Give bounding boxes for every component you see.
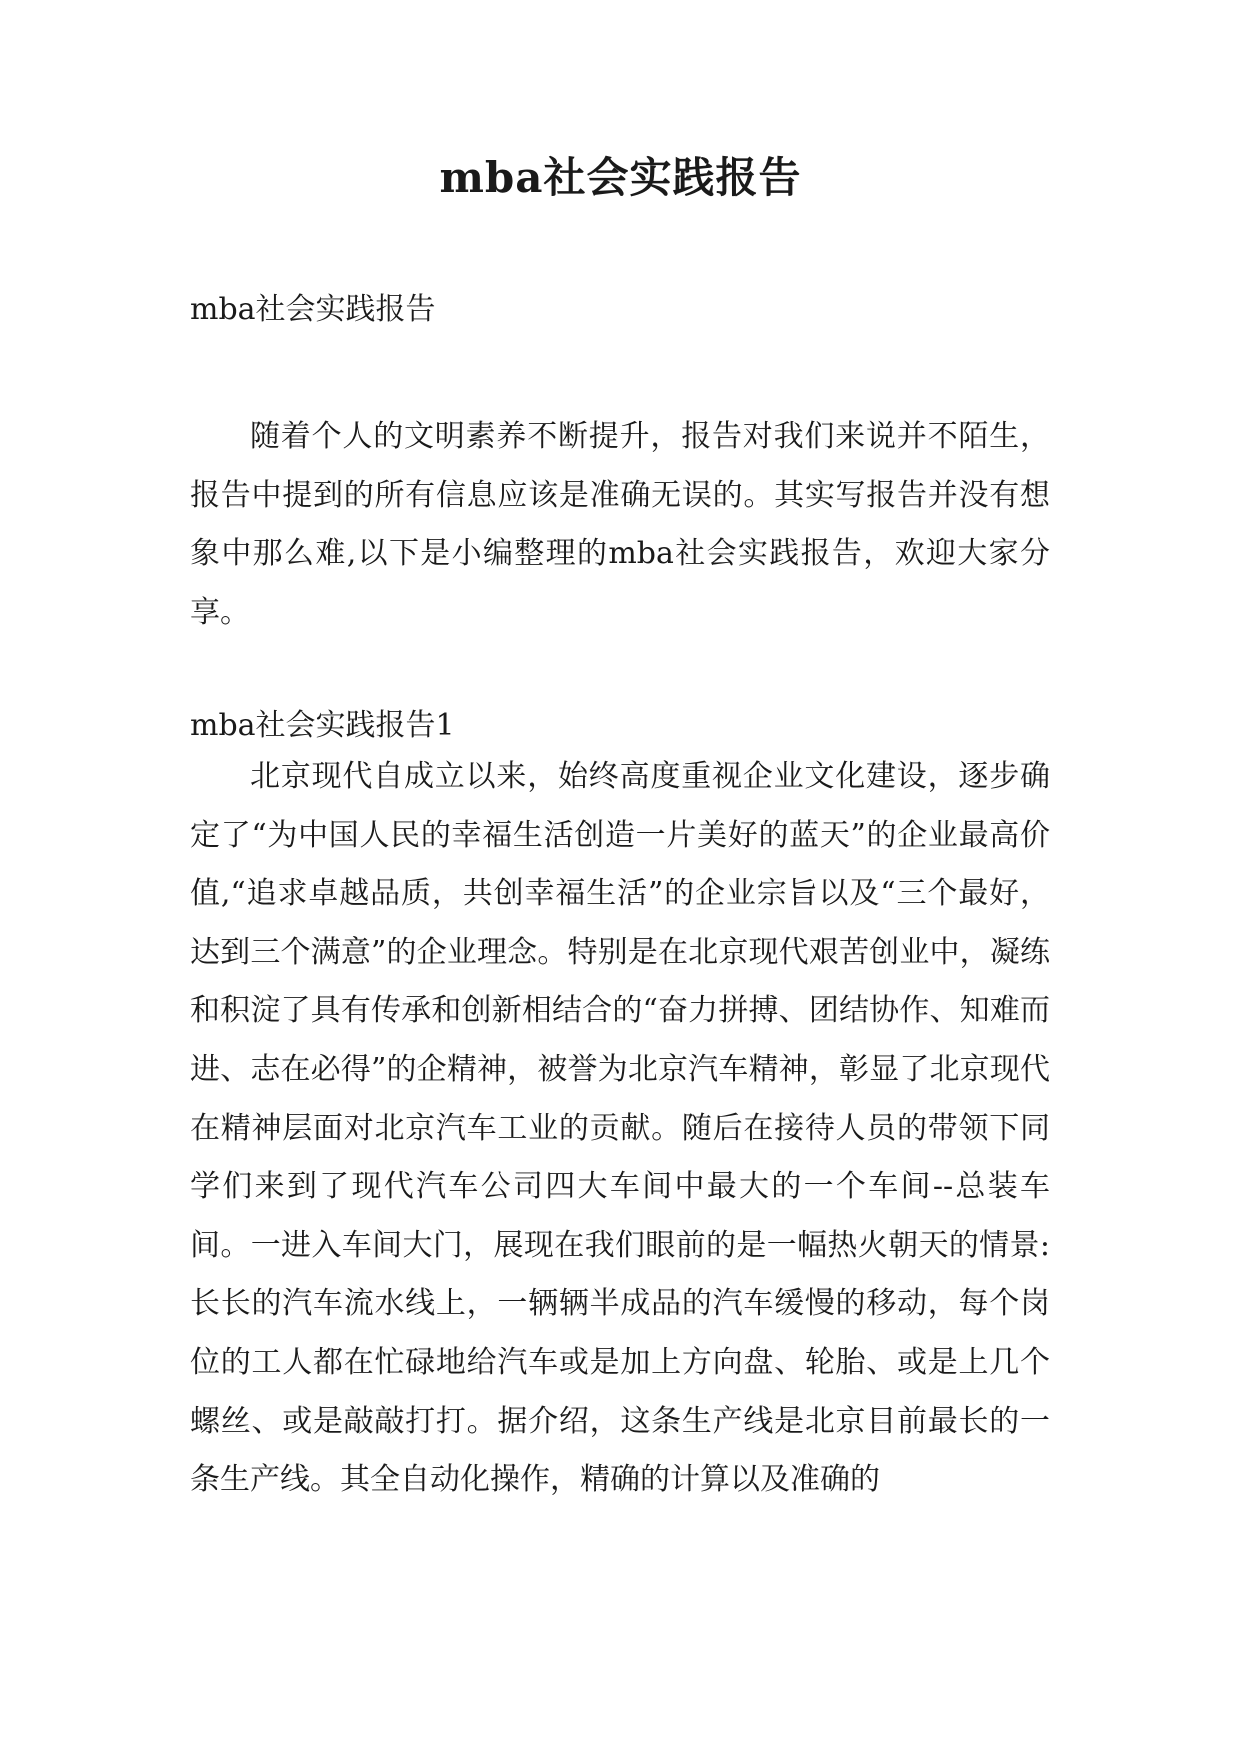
document-title: mba社会实践报告	[439, 153, 802, 202]
section-paragraph: 北京现代自成立以来，始终高度重视企业文化建设，逐步确定了“为中国人民的幸福生活创造一片美好的蓝天”的企业最高价值,“追求卓越品质，共创幸福生活”的企业宗旨以及“三个最好，达到三个满意”的企业理念。特别是在北京现代艰苦创业中，凝练和积淀了具有传承和创新相结合的“奋力拼搏、团结协作、知难而进、志在必得”的企精神，被誉为北京汽车精神，彰显了北京现代在精神层面对北京汽车工业的贡献。随后在接待人员的带领下同学们来到了现代汽车公司四大车间中最大的一个车间--总装车间。一进入车间大门，展现在我们眼前的是一幅热火朝天的情景:长长的汽车流水线上，一辆辆半成品的汽车缓慢的移动，每个岗位的工人都在忙碌地给汽车或是加上方向盘、轮胎、或是上几个螺丝、或是敲敲打打。据介绍，这条生产线是北京目前最长的一条生产线。其全自动化操作，精确的计算以及准确的	[190, 759, 1050, 1498]
document-subtitle: mba社会实践报告	[190, 292, 436, 327]
section-heading: mba社会实践报告1	[190, 708, 455, 743]
intro-paragraph: 随着个人的文明素养不断提升，报告对我们来说并不陌生，报告中提到的所有信息应该是准确无误的。其实写报告并没有想象中那么难,以下是小编整理的mba社会实践报告，欢迎大家分享。	[190, 419, 1050, 630]
